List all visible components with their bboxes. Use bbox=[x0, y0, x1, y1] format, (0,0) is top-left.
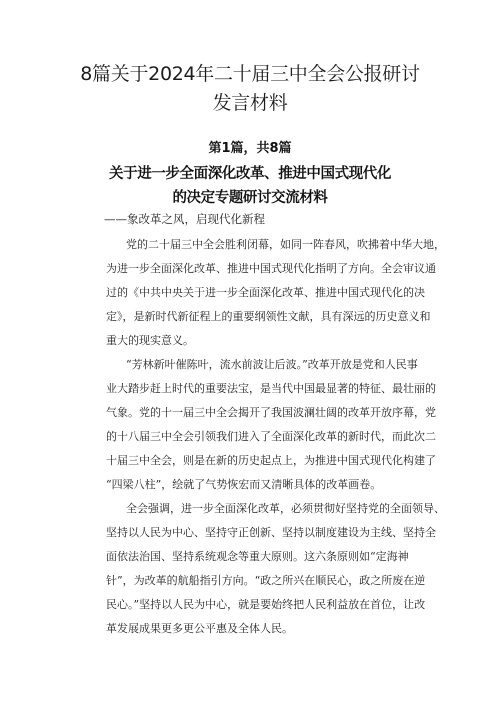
paragraph-line: 革发展成果更多更公平惠及全体人民。 bbox=[106, 622, 293, 635]
section-tagline: ——象改革之风，启现代化新程 bbox=[104, 212, 265, 226]
paragraph-2 bbox=[106, 353, 436, 497]
paragraph-line: 气象。党的十一届三中全会揭开了我国波澜壮阔的改革开放序幕，党 bbox=[106, 406, 436, 419]
paragraph-3 bbox=[106, 497, 445, 641]
paragraph-line: “四梁八柱”，绘就了气势恢宏而又清晰具体的改革画卷。 bbox=[106, 478, 382, 491]
paragraph-line: 坚持以人民为中心、坚持守正创新、坚持以制度建设为主线、坚持全 bbox=[106, 526, 436, 539]
document-title-line-2: 发言材料 bbox=[212, 92, 288, 114]
paragraph-line: 党的二十届三中全会胜利闭幕，如同一阵春风，吹拂着中华大地， bbox=[126, 238, 445, 251]
paragraph-1 bbox=[106, 233, 445, 353]
paragraph-line: 十届三中全会，则是在新的历史起点上，为推进中国式现代化构建了 bbox=[106, 454, 436, 467]
paragraph-line: 定》，是新时代新征程上的重要纲领性文献，具有深远的历史意义和 bbox=[106, 310, 431, 323]
paragraph-line: 的十八届三中全会引领我们进入了全面深化改革的新时代，而此次二 bbox=[106, 430, 436, 443]
document-title bbox=[40, 60, 460, 118]
document-title-line-1: 8篇关于2024年二十届三中全会公报研讨 bbox=[80, 63, 420, 85]
section-title-line-1: 关于进一步全面深化改革、推进中国式现代化 bbox=[109, 166, 391, 182]
paragraph-line: 针”，为改革的航船指引方向。“政之所兴在顺民心，政之所废在逆 bbox=[106, 574, 426, 587]
section-title-line-2: 的决定专题研讨交流材料 bbox=[172, 190, 328, 206]
paragraph-line: 面依法治国、坚持系统观念等重大原则。这六条原则如“定海神 bbox=[106, 550, 409, 563]
paragraph-line: 业大踏步赶上时代的重要法宝，是当代中国最显著的特征、最壮丽的 bbox=[106, 382, 436, 395]
paragraph-line: 重大的现实意义。 bbox=[106, 334, 194, 347]
paragraph-line: 过的《中共中央关于进一步全面深化改革、推进中国式现代化的决 bbox=[106, 286, 425, 299]
section-title bbox=[40, 162, 460, 210]
paragraph-line: “芳林新叶催陈叶，流水前波让后波。”改革开放是党和人民事 bbox=[126, 358, 418, 371]
part-label: 第1篇，共8篇 bbox=[208, 141, 292, 156]
paragraph-line: 全会强调，进一步全面深化改革，必须贯彻好坚持党的全面领导、 bbox=[126, 502, 445, 515]
paragraph-line: 民心。”坚持以人民为中心，就是要始终把人民利益放在首位，让改 bbox=[106, 598, 426, 611]
paragraph-line: 为进一步全面深化改革、推进中国式现代化指明了方向。全会审议通 bbox=[106, 262, 436, 275]
